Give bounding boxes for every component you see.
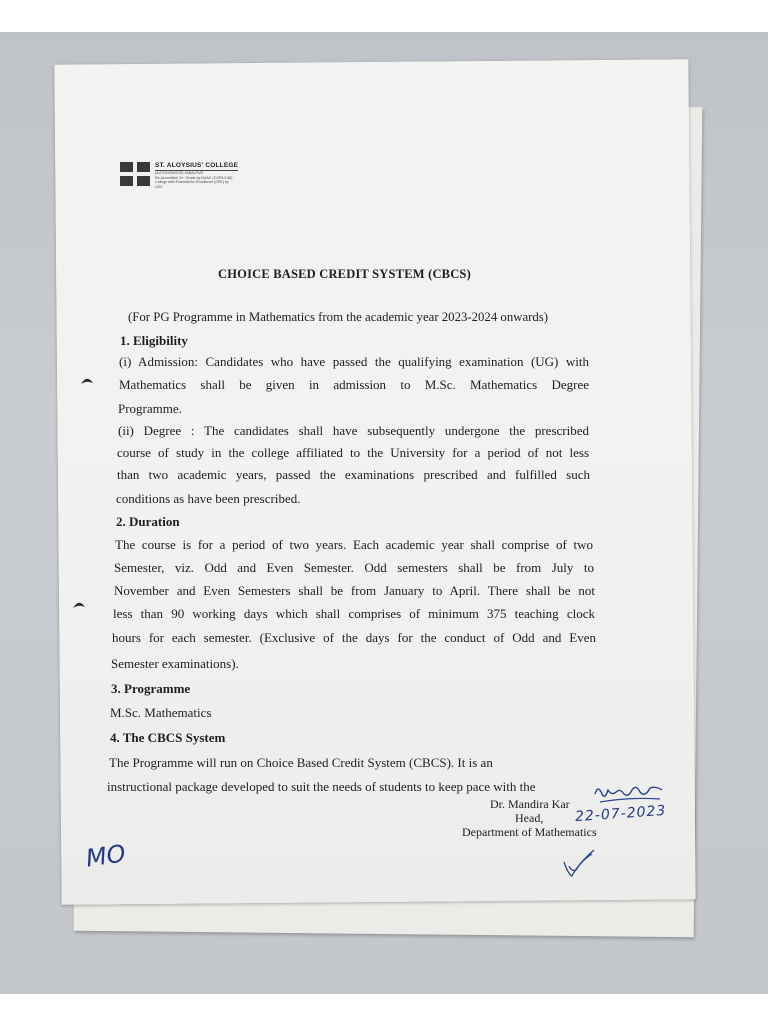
- section-heading-programme: 3. Programme: [111, 681, 191, 696]
- eligibility-line: Programme.: [118, 401, 182, 416]
- duration-line: Semester, viz. Odd and Even Semester. Odd semesters shall be from July to: [114, 560, 594, 575]
- cbcs-line: The Programme will run on Choice Based Credit System (CBCS). It is an: [109, 755, 493, 770]
- programme-text: M.Sc. Mathematics: [110, 705, 212, 720]
- eligibility-line: (i) Admission: Candidates who have passed the qualifying examination (UG) with: [119, 354, 589, 369]
- duration-line: less than 90 working days which shall comprises of minimum 375 teaching clock: [113, 606, 595, 621]
- handwritten-initials: MO: [84, 839, 128, 873]
- section-heading-duration: 2. Duration: [116, 514, 180, 529]
- duration-line: November and Even Semesters shall be from January to April. There shall be not: [114, 583, 595, 598]
- page-title: CHOICE BASED CREDIT SYSTEM (CBCS): [218, 267, 471, 281]
- eligibility-line: (ii) Degree : The candidates shall have subsequently undergone the prescribed: [118, 423, 589, 438]
- punch-hole-icon: [72, 600, 86, 610]
- college-logo: [120, 162, 238, 189]
- tick-mark-icon: [560, 846, 600, 880]
- page-subtitle: (For PG Programme in Mathematics from the academic year 2023-2024 onwards): [128, 310, 549, 324]
- crest-icon: [120, 162, 150, 186]
- signatory-department: Department of Mathematics: [462, 825, 597, 839]
- section-heading-cbcs: 4. The CBCS System: [110, 730, 226, 745]
- duration-line: Semester examinations).: [111, 656, 239, 671]
- eligibility-line: than two academic years, passed the examinations prescribed and fulfilled such: [117, 467, 590, 482]
- duration-line: The course is for a period of two years. Each academic year shall comprise of two: [115, 537, 593, 552]
- eligibility-line: course of study in the college affiliated to the University for a period of not less: [117, 445, 589, 460]
- handwritten-signature: [590, 780, 670, 806]
- eligibility-line: Mathematics shall be given in admission to M.Sc. Mathematics Degree: [119, 377, 589, 392]
- college-name: ST. ALOYSIUS' COLLEGE: [155, 162, 239, 169]
- duration-line: hours for each semester. (Exclusive of the days for the conduct of Odd and Even: [112, 630, 596, 645]
- college-subtitle: (AUTONOMOUS) JABALPUR: [155, 171, 204, 175]
- signatory-role: Head,: [515, 811, 544, 825]
- handwritten-date: 22-07-2023: [574, 802, 667, 826]
- eligibility-line: conditions as have been prescribed.: [116, 491, 301, 506]
- college-accreditation: Re-Accredited 'A+' Grade by NAAC (CGPA 3.68) College with Potential for Excellence (CPE) by UGC: [155, 176, 233, 189]
- section-heading-eligibility: 1. Eligibility: [120, 333, 188, 348]
- cbcs-line: instructional package developed to suit the needs of students to keep pace with the: [107, 779, 536, 794]
- signatory-name: Dr. Mandira Kar: [490, 797, 570, 811]
- punch-hole-icon: [80, 376, 94, 386]
